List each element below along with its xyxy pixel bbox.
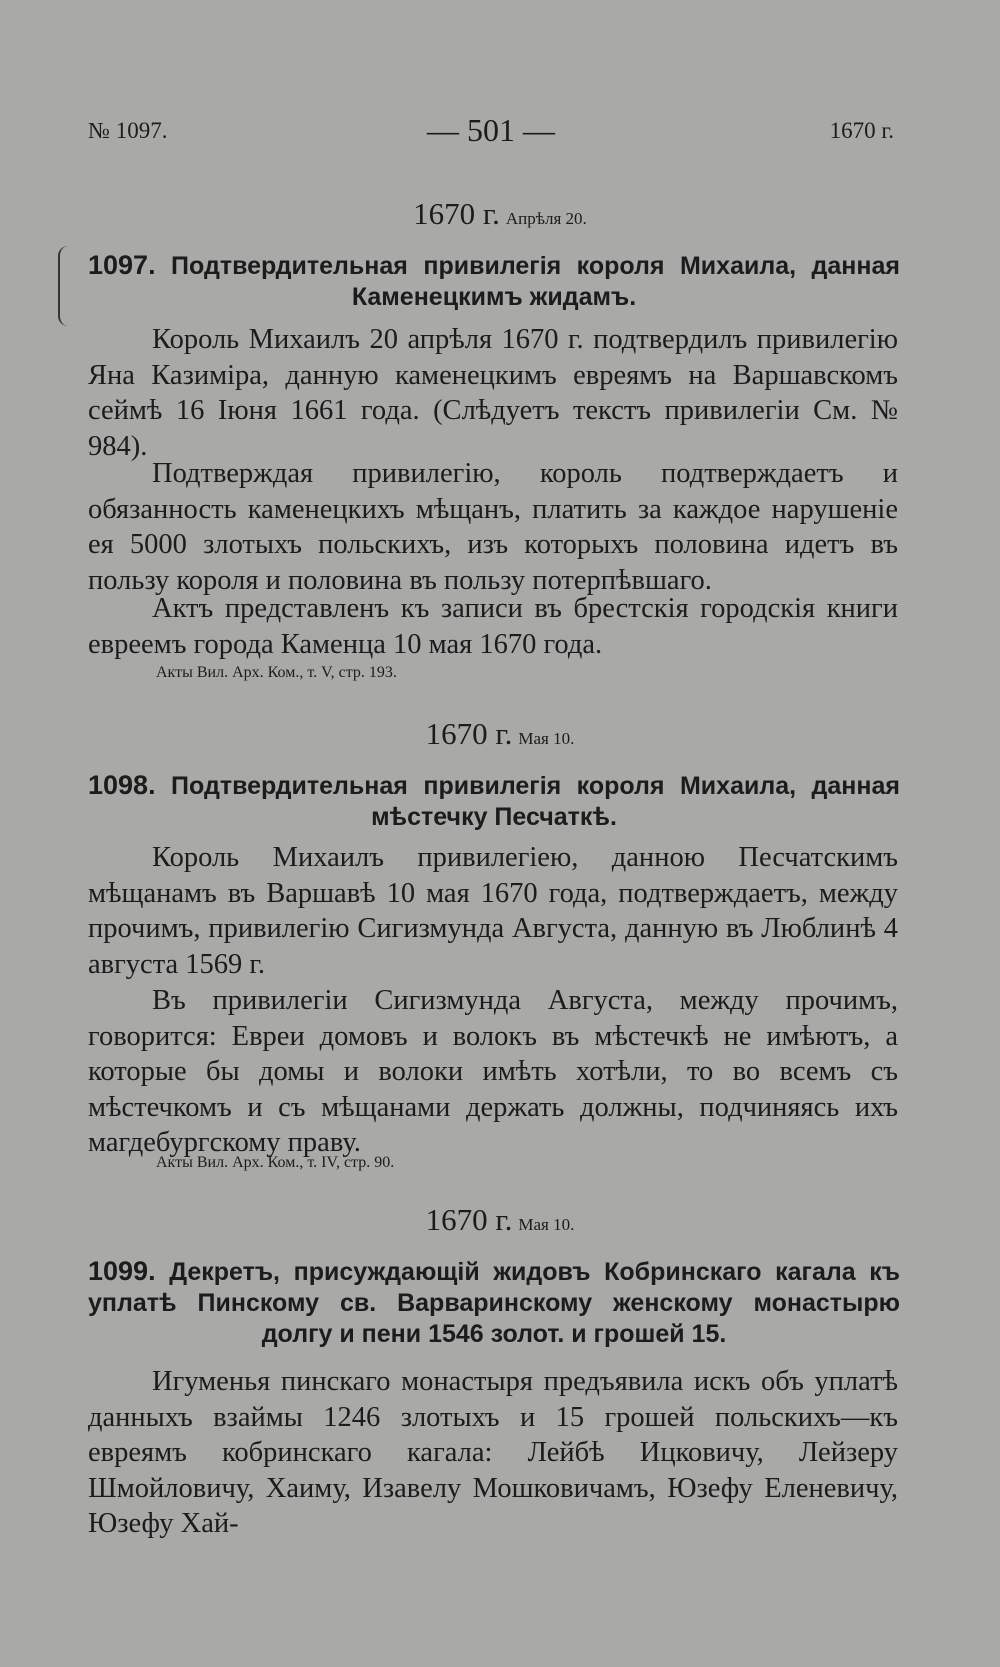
- doc-date: 1670 г. Мая 10.: [425, 1202, 575, 1237]
- doc-number: 1099.: [88, 1256, 156, 1286]
- doc-title: Подтвердительная привилегія короля Михаила, данная мѣстечку Песчаткѣ.: [171, 772, 900, 831]
- header-year: 1670 г.: [829, 118, 894, 143]
- doc-title: Подтвердительная привилегія короля Михаила, данная Каменецкимъ жидамъ.: [171, 252, 900, 311]
- paragraph: Подтверждая привилегію, король подтверждаетъ и обязанность каменецкихъ мѣщанъ, платить за каждое нарушеніе ея 5000 злотыхъ польскихъ, изъ которыхъ половина идетъ въ пользу короля и половина въ пользу потерпѣвшаго.: [88, 458, 898, 596]
- doc-heading: [88, 250, 900, 313]
- doc-number: 1098.: [88, 770, 156, 800]
- source-citation: Акты Вил. Арх. Ком., т. V, стр. 193.: [156, 664, 397, 681]
- paragraph: Актъ представленъ къ записи въ брестскія городскія книги евреемъ города Каменца 10 мая 1670 года.: [88, 593, 898, 660]
- paragraph: Въ привилегіи Сигизмунда Августа, между прочимъ, говорится: Евреи домовъ и волокъ въ мѣстечкѣ не имѣютъ, а которые бы домы и волоки имѣть хотѣли, то во всемъ съ мѣстечкомъ и съ мѣщанами держать должны, подчиняясь ихъ магдебургскому праву.: [88, 985, 898, 1158]
- page-number: — 501 —: [427, 112, 555, 148]
- doc-heading: [88, 1256, 900, 1350]
- doc-title: Декретъ, присуждающій жидовъ Кобринскаго кагала къ уплатѣ Пинскому св. Варваринскому женскому монастырю долгу и пени 1546 золот. и грошей 15.: [88, 1258, 900, 1348]
- paragraph: Игуменья пинскаго монастыря предъявила искъ объ уплатѣ данныхъ взаймы 1246 злотыхъ и 15 грошей польскихъ—къ евреямъ кобринскаго кагала: Лейбѣ Ицковичу, Лейзеру Шмойловичу, Хаиму, Изавелу Мошковичамъ, Юзефу Еленевичу, Юзефу Хай-: [88, 1366, 898, 1539]
- doc-number: 1097.: [88, 250, 156, 280]
- running-header: [88, 112, 894, 152]
- margin-pencil-bracket: [58, 246, 74, 326]
- doc-date: 1670 г. Мая 10.: [425, 716, 575, 751]
- doc-date: 1670 г. Апрѣля 20.: [413, 196, 587, 231]
- paragraph: Король Михаилъ привилегіею, данною Песчатскимъ мѣщанамъ въ Варшавѣ 10 мая 1670 года, подтверждаетъ, между прочимъ, привилегію Сигизмунда Августа, данную въ Люблинѣ 4 августа 1569 г.: [88, 842, 898, 980]
- header-doc-number: № 1097.: [88, 118, 168, 143]
- paragraph: Король Михаилъ 20 апрѣля 1670 г. подтвердилъ привилегію Яна Казиміра, данную каменецкимъ евреямъ на Варшавскомъ сеймѣ 16 Іюня 1661 года. (Слѣдуетъ текстъ привилегіи См. № 984).: [88, 324, 898, 462]
- doc-heading: [88, 770, 900, 833]
- source-citation: Акты Вил. Арх. Ком., т. IV, стр. 90.: [156, 1154, 395, 1171]
